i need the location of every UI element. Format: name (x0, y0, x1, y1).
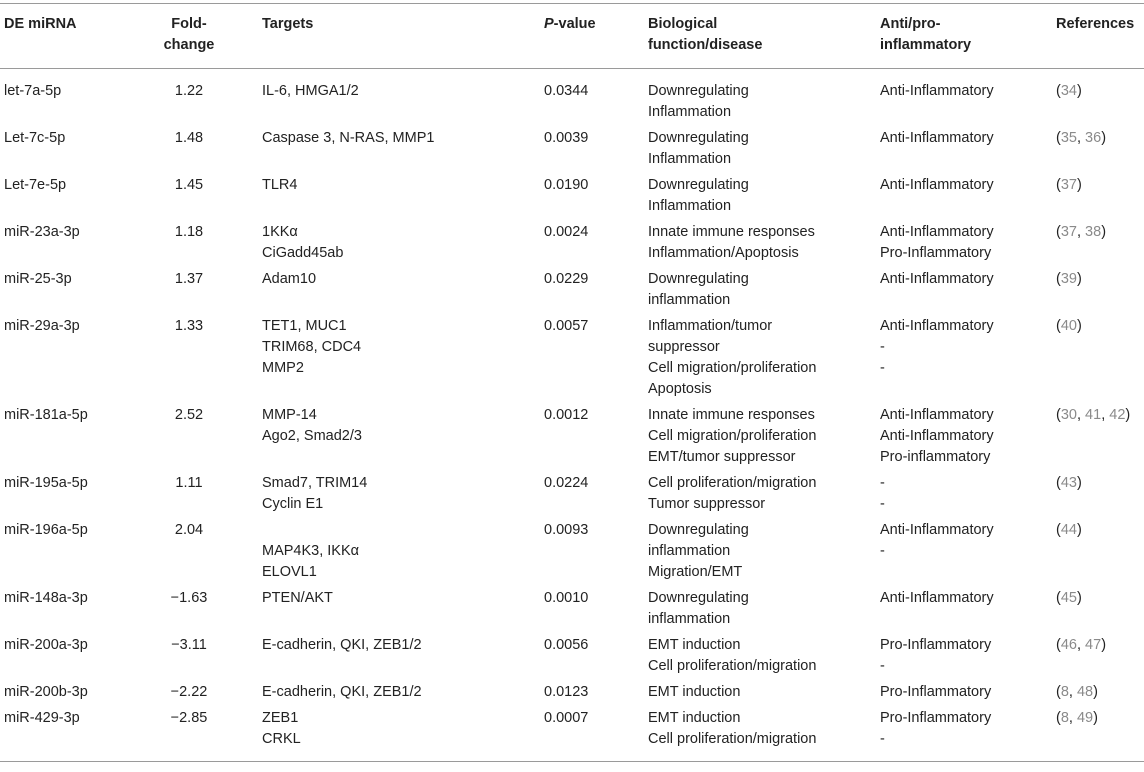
cell-anti-pro (876, 632, 1052, 679)
reference-link[interactable]: 46 (1060, 637, 1077, 653)
anti-line: Anti-Inflammatory (880, 271, 994, 287)
targets-line: IL-6, HMGA1/2 (262, 83, 359, 99)
reference-link[interactable]: 8 (1060, 684, 1069, 700)
bio-line: EMT induction (648, 710, 741, 726)
anti-line: Anti-Inflammatory (880, 130, 994, 146)
cell-anti-pro (876, 172, 1052, 219)
reference-link[interactable]: 44 (1060, 522, 1077, 538)
cell-mirna: miR-29a-3p (4, 318, 80, 334)
targets-line: ELOVL1 (262, 564, 317, 580)
targets-line: TET1, MUC1 (262, 318, 347, 334)
anti-line: - (880, 658, 885, 674)
cell-references: (8, 48) (1056, 684, 1098, 700)
header-pvalue: P-value (544, 16, 596, 32)
cell-mirna: miR-25-3p (4, 271, 72, 287)
cell-fold-change: −2.85 (170, 710, 208, 726)
header-mirna: DE miRNA (4, 16, 77, 32)
header-references: References (1056, 16, 1135, 32)
bio-line: Inflammation/Apoptosis (648, 245, 799, 261)
cell-biological-function (644, 705, 876, 762)
targets-line: MMP-14 (262, 407, 317, 423)
header-row (0, 4, 1144, 69)
cell-references: (46, 47) (1056, 637, 1107, 653)
reference-link[interactable]: 43 (1060, 475, 1077, 491)
cell-targets (258, 313, 540, 402)
table-row (0, 69, 1144, 126)
targets-line: Adam10 (262, 271, 317, 287)
anti-line: Anti-Inflammatory (880, 224, 994, 240)
bio-line: Inflammation (648, 104, 732, 120)
cell-mirna: miR-200b-3p (4, 684, 88, 700)
anti-line: Anti-Inflammatory (880, 590, 994, 606)
table-row (0, 632, 1144, 679)
cell-references: (44) (1056, 522, 1082, 538)
cell-anti-pro (876, 585, 1052, 632)
cell-mirna: Let-7e-5p (4, 177, 67, 193)
anti-line: - (880, 360, 885, 376)
cell-pvalue: 0.0010 (544, 590, 589, 606)
cell-mirna: miR-429-3p (4, 710, 80, 726)
cell-biological-function (644, 219, 876, 266)
bio-line: Migration/EMT (648, 564, 743, 580)
anti-line: Pro-Inflammatory (880, 637, 992, 653)
cell-targets (258, 219, 540, 266)
cell-references: (45) (1056, 590, 1082, 606)
reference-link[interactable]: 38 (1085, 224, 1102, 240)
anti-line: Anti-Inflammatory (880, 407, 994, 423)
header-biological-function: Biological function/disease (648, 16, 763, 53)
cell-fold-change: 2.52 (174, 407, 204, 423)
reference-link[interactable]: 35 (1060, 130, 1077, 146)
bio-line: Downregulating (648, 590, 749, 606)
anti-line: - (880, 543, 885, 559)
reference-link[interactable]: 39 (1060, 271, 1077, 287)
anti-line: Pro-Inflammatory (880, 710, 992, 726)
cell-biological-function (644, 679, 876, 705)
reference-link[interactable]: 42 (1109, 407, 1126, 423)
bio-line: Inflammation/tumor (648, 318, 773, 334)
cell-pvalue: 0.0056 (544, 637, 589, 653)
cell-pvalue: 0.0229 (544, 271, 589, 287)
cell-references: (40) (1056, 318, 1082, 334)
table-row (0, 266, 1144, 313)
cell-fold-change: 1.37 (174, 271, 204, 287)
cell-targets (258, 266, 540, 313)
cell-biological-function (644, 172, 876, 219)
header-fold-change: Fold- change (163, 16, 215, 53)
bio-line: inflammation (648, 611, 731, 627)
bio-line: Innate immune responses (648, 407, 815, 423)
cell-pvalue: 0.0344 (544, 83, 589, 99)
cell-pvalue: 0.0093 (544, 522, 589, 538)
cell-references: (35, 36) (1056, 130, 1107, 146)
cell-pvalue: 0.0057 (544, 318, 589, 334)
cell-biological-function (644, 470, 876, 517)
reference-link[interactable]: 37 (1060, 177, 1077, 193)
cell-pvalue: 0.0024 (544, 224, 589, 240)
bio-line: Downregulating (648, 130, 749, 146)
targets-line: 1KKα (262, 224, 298, 240)
cell-pvalue: 0.0190 (544, 177, 589, 193)
reference-link[interactable]: 36 (1085, 130, 1102, 146)
reference-link[interactable]: 41 (1085, 407, 1102, 423)
bio-line: Innate immune responses (648, 224, 815, 240)
bio-line: Cell proliferation/migration (648, 475, 817, 491)
cell-anti-pro (876, 402, 1052, 470)
cell-pvalue: 0.0012 (544, 407, 589, 423)
targets-line: CRKL (262, 731, 301, 747)
cell-anti-pro (876, 705, 1052, 762)
cell-fold-change: −3.11 (171, 637, 207, 653)
table-row (0, 705, 1144, 762)
anti-line: Anti-Inflammatory (880, 428, 994, 444)
bio-line: Downregulating (648, 522, 749, 538)
table-row (0, 313, 1144, 402)
cell-fold-change: 1.48 (174, 130, 204, 146)
table-row (0, 172, 1144, 219)
table-row (0, 470, 1144, 517)
targets-line: TLR4 (262, 177, 298, 193)
cell-mirna: miR-200a-3p (4, 637, 88, 653)
mirna-table (0, 3, 1144, 762)
cell-targets (258, 69, 540, 126)
cell-references: (37) (1056, 177, 1082, 193)
cell-mirna: let-7a-5p (4, 83, 62, 99)
bio-line: Downregulating (648, 83, 749, 99)
anti-line: Pro-inflammatory (880, 449, 991, 465)
table-row (0, 679, 1144, 705)
cell-targets (258, 517, 540, 585)
targets-line: Cyclin E1 (262, 496, 324, 512)
anti-line: - (880, 475, 885, 491)
targets-line: ZEB1 (262, 710, 299, 726)
cell-biological-function (644, 402, 876, 470)
reference-link[interactable]: 34 (1060, 83, 1077, 99)
cell-targets (258, 402, 540, 470)
header-anti-pro-inflammatory: Anti/pro- inflammatory (880, 16, 972, 53)
table-row (0, 125, 1144, 172)
cell-mirna: miR-196a-5p (4, 522, 88, 538)
cell-references: (30, 41, 42) (1056, 407, 1131, 423)
bio-line: Cell proliferation/migration (648, 658, 817, 674)
anti-line: Pro-Inflammatory (880, 684, 992, 700)
cell-anti-pro (876, 69, 1052, 126)
anti-line: Anti-Inflammatory (880, 318, 994, 334)
cell-pvalue: 0.0039 (544, 130, 589, 146)
anti-line: - (880, 731, 885, 747)
anti-line: - (880, 339, 885, 355)
bio-line: EMT induction (648, 684, 741, 700)
cell-mirna: miR-195a-5p (4, 475, 88, 491)
bio-line: Downregulating (648, 177, 749, 193)
cell-biological-function (644, 266, 876, 313)
cell-references: (39) (1056, 271, 1082, 287)
table-row (0, 585, 1144, 632)
anti-line: Anti-Inflammatory (880, 83, 994, 99)
cell-anti-pro (876, 219, 1052, 266)
cell-biological-function (644, 632, 876, 679)
table-row (0, 402, 1144, 470)
cell-fold-change: 2.04 (174, 522, 204, 538)
cell-anti-pro (876, 679, 1052, 705)
anti-line: Pro-Inflammatory (880, 245, 992, 261)
header-targets: Targets (262, 16, 314, 32)
targets-line: Ago2, Smad2/3 (262, 428, 362, 444)
targets-line: Smad7, TRIM14 (262, 475, 368, 491)
cell-mirna: miR-181a-5p (4, 407, 88, 423)
reference-link[interactable]: 37 (1060, 224, 1077, 240)
cell-anti-pro (876, 517, 1052, 585)
table-body (0, 69, 1144, 762)
bio-line: inflammation (648, 292, 731, 308)
bio-line: suppressor (648, 339, 720, 355)
cell-fold-change: 1.33 (174, 318, 204, 334)
bio-line: Apoptosis (648, 381, 712, 397)
targets-line: MMP2 (262, 360, 304, 376)
targets-line: TRIM68, CDC4 (262, 339, 362, 355)
cell-references: (43) (1056, 475, 1082, 491)
bio-line: EMT induction (648, 637, 741, 653)
bio-line: Cell migration/proliferation (648, 428, 817, 444)
cell-mirna: miR-23a-3p (4, 224, 80, 240)
targets-line: Caspase 3, N-RAS, MMP1 (262, 130, 435, 146)
targets-line: E-cadherin, QKI, ZEB1/2 (262, 637, 422, 653)
cell-references: (34) (1056, 83, 1082, 99)
reference-link[interactable]: 30 (1060, 407, 1077, 423)
cell-targets (258, 632, 540, 679)
cell-mirna: Let-7c-5p (4, 130, 66, 146)
cell-targets (258, 470, 540, 517)
cell-pvalue: 0.0007 (544, 710, 589, 726)
targets-line: CiGadd45ab (262, 245, 344, 261)
anti-line: Anti-Inflammatory (880, 177, 994, 193)
cell-anti-pro (876, 125, 1052, 172)
cell-anti-pro (876, 313, 1052, 402)
cell-pvalue: 0.0224 (544, 475, 589, 491)
reference-link[interactable]: 47 (1085, 637, 1102, 653)
reference-link[interactable]: 49 (1076, 710, 1094, 726)
bio-line: Inflammation (648, 198, 732, 214)
bio-line: EMT/tumor suppressor (648, 449, 796, 465)
cell-targets (258, 172, 540, 219)
cell-pvalue: 0.0123 (544, 684, 589, 700)
cell-biological-function (644, 585, 876, 632)
bio-line: Downregulating (648, 271, 749, 287)
reference-link[interactable]: 48 (1076, 684, 1094, 700)
cell-references: (8, 49) (1056, 710, 1098, 726)
cell-targets (258, 125, 540, 172)
bio-line: inflammation (648, 543, 731, 559)
cell-references: (37, 38) (1056, 224, 1107, 240)
cell-fold-change: −2.22 (170, 684, 208, 700)
anti-line: - (880, 496, 885, 512)
table-row (0, 517, 1144, 585)
reference-link[interactable]: 8 (1060, 710, 1069, 726)
cell-targets (258, 705, 540, 762)
table-row (0, 219, 1144, 266)
cell-fold-change: 1.22 (174, 83, 204, 99)
cell-mirna: miR-148a-3p (4, 590, 88, 606)
cell-biological-function (644, 517, 876, 585)
bio-line: Tumor suppressor (648, 496, 766, 512)
targets-line (262, 520, 540, 541)
cell-fold-change: −1.63 (170, 590, 208, 606)
targets-line: MAP4K3, IKKα (262, 543, 360, 559)
reference-link[interactable]: 45 (1060, 590, 1077, 606)
cell-fold-change: 1.18 (174, 224, 204, 240)
cell-anti-pro (876, 266, 1052, 313)
reference-link[interactable]: 40 (1060, 318, 1077, 334)
cell-targets (258, 679, 540, 705)
cell-anti-pro (876, 470, 1052, 517)
cell-biological-function (644, 125, 876, 172)
anti-line: Anti-Inflammatory (880, 522, 994, 538)
cell-targets (258, 585, 540, 632)
bio-line: Cell proliferation/migration (648, 731, 817, 747)
bio-line: Cell migration/proliferation (648, 360, 817, 376)
cell-biological-function (644, 69, 876, 126)
cell-biological-function (644, 313, 876, 402)
targets-line: PTEN/AKT (262, 590, 333, 606)
targets-line: E-cadherin, QKI, ZEB1/2 (262, 684, 422, 700)
bio-line: Inflammation (648, 151, 732, 167)
cell-fold-change: 1.11 (175, 475, 203, 491)
cell-fold-change: 1.45 (174, 177, 204, 193)
